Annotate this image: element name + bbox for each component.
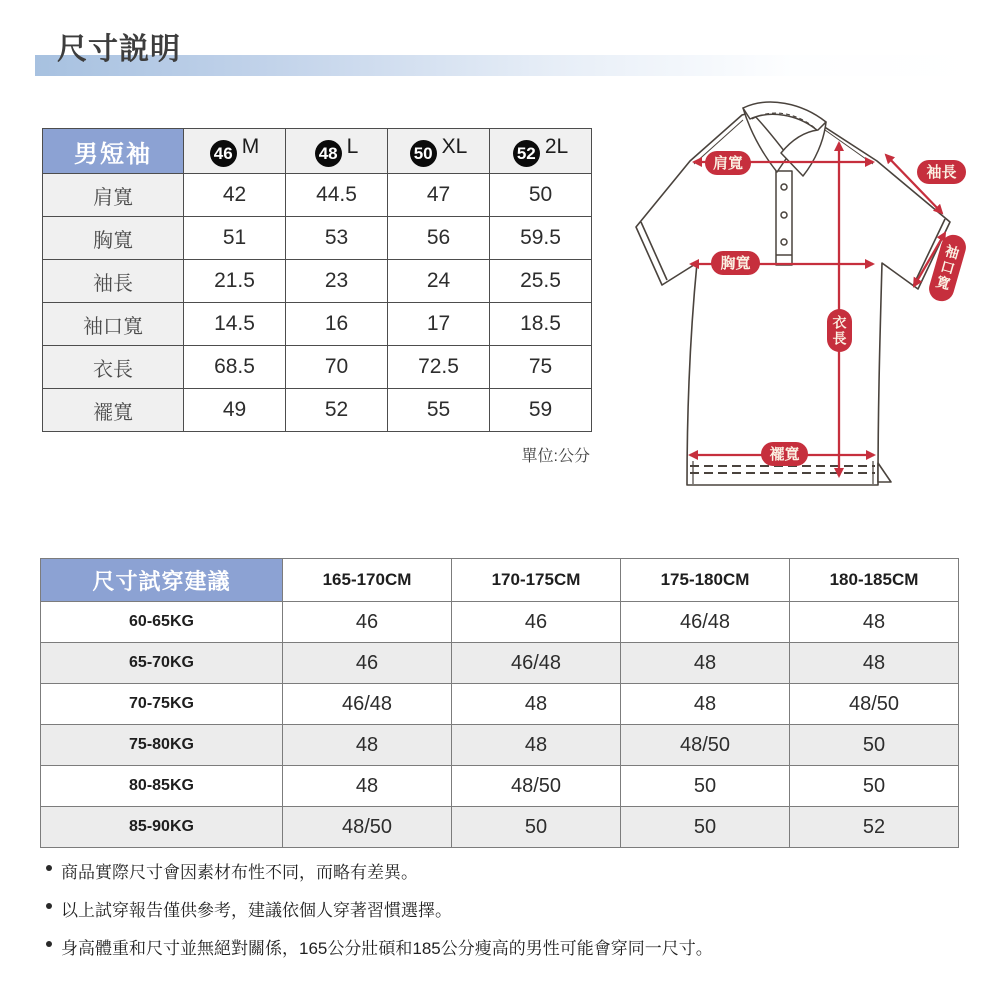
- weight-label-cell: 75-80KG: [41, 725, 283, 766]
- shoulder-width-label: 肩寬: [705, 151, 751, 175]
- bullet-icon: [46, 941, 52, 947]
- weight-label-cell: 80-85KG: [41, 766, 283, 807]
- size-value-cell: 52: [286, 389, 388, 432]
- size-value-cell: 17: [388, 303, 490, 346]
- size-value-cell: 53: [286, 217, 388, 260]
- table-row-85-90: [41, 807, 959, 848]
- size-value-cell: 50: [490, 174, 592, 217]
- fit-value-cell: 50: [621, 807, 790, 848]
- size-letter-m: M: [241, 135, 260, 158]
- size-value-cell: 47: [388, 174, 490, 217]
- note-item: [46, 858, 976, 883]
- fit-value-cell: 48: [790, 643, 959, 684]
- weight-label-cell: 65-70KG: [41, 643, 283, 684]
- table-row-80-85: [41, 766, 959, 807]
- height-col-header: 175-180CM: [621, 559, 790, 602]
- note-item: [46, 896, 976, 921]
- size-value-cell: 42: [184, 174, 286, 217]
- weight-label-cell: 60-65KG: [41, 602, 283, 643]
- unit-note: 單位:公分: [521, 448, 590, 465]
- fit-value-cell: 46/48: [452, 643, 621, 684]
- fit-value-cell: 46: [452, 602, 621, 643]
- table-row-65-70: [41, 643, 959, 684]
- size-badge-46: 46: [210, 140, 237, 167]
- cuff-width-label: 袖口寬: [926, 232, 969, 304]
- fit-value-cell: 50: [790, 725, 959, 766]
- polo-shirt-illustration: [630, 95, 975, 495]
- table-row-chest: [43, 217, 592, 260]
- size-badge-52: 52: [513, 140, 540, 167]
- table-row-hem: [43, 389, 592, 432]
- sleeve-length-label: 袖長: [917, 160, 966, 184]
- fit-value-cell: 48: [452, 684, 621, 725]
- size-letter-l: L: [346, 135, 359, 158]
- height-col-header: 165-170CM: [283, 559, 452, 602]
- fit-value-cell: 46: [283, 602, 452, 643]
- row-label-cell: 衣長: [43, 346, 184, 389]
- fit-value-cell: 50: [790, 766, 959, 807]
- height-col-header: 170-175CM: [452, 559, 621, 602]
- fit-table-header-row: [41, 559, 959, 602]
- note-text: 商品實際尺寸會因素材布性不同，而略有差異。: [61, 863, 418, 882]
- size-col-header-m: [184, 129, 286, 174]
- fit-value-cell: 48: [621, 684, 790, 725]
- row-label-cell: 袖口寬: [43, 303, 184, 346]
- table-row-75-80: [41, 725, 959, 766]
- size-value-cell: 16: [286, 303, 388, 346]
- length-label: 衣長: [827, 309, 852, 352]
- size-letter-2l: 2L: [544, 135, 569, 158]
- fit-suggestion-table: [40, 558, 959, 848]
- size-value-cell: 59.5: [490, 217, 592, 260]
- size-value-cell: 59: [490, 389, 592, 432]
- note-text: 以上試穿報告僅供參考，建議依個人穿著習慣選擇。: [61, 901, 452, 920]
- fit-value-cell: 48: [790, 602, 959, 643]
- size-value-cell: 14.5: [184, 303, 286, 346]
- size-value-cell: 70: [286, 346, 388, 389]
- size-col-header-2l: [490, 129, 592, 174]
- shirt-outline: [636, 111, 950, 485]
- table-row-length: [43, 346, 592, 389]
- size-value-cell: 56: [388, 217, 490, 260]
- fit-value-cell: 48: [452, 725, 621, 766]
- size-table-header-row: [43, 129, 592, 174]
- table-row-60-65: [41, 602, 959, 643]
- fit-value-cell: 48/50: [790, 684, 959, 725]
- fit-value-cell: 50: [621, 766, 790, 807]
- measurement-diagram: [630, 95, 975, 495]
- fit-table-corner: 尺寸試穿建議: [41, 559, 283, 602]
- fit-value-cell: 48/50: [621, 725, 790, 766]
- size-value-cell: 55: [388, 389, 490, 432]
- size-value-cell: 49: [184, 389, 286, 432]
- page-title: 尺寸説明: [57, 33, 181, 66]
- weight-label-cell: 70-75KG: [41, 684, 283, 725]
- fit-value-cell: 50: [452, 807, 621, 848]
- table-row-sleeve: [43, 260, 592, 303]
- fit-value-cell: 48/50: [283, 807, 452, 848]
- size-value-cell: 23: [286, 260, 388, 303]
- height-col-header: 180-185CM: [790, 559, 959, 602]
- size-value-cell: 21.5: [184, 260, 286, 303]
- size-value-cell: 68.5: [184, 346, 286, 389]
- size-value-cell: 24: [388, 260, 490, 303]
- fit-value-cell: 48: [283, 725, 452, 766]
- row-label-cell: 襬寬: [43, 389, 184, 432]
- note-item: [46, 934, 976, 959]
- fit-value-cell: 48: [283, 766, 452, 807]
- row-label-cell: 胸寬: [43, 217, 184, 260]
- row-label-cell: 肩寬: [43, 174, 184, 217]
- weight-label-cell: 85-90KG: [41, 807, 283, 848]
- table-row-shoulder: [43, 174, 592, 217]
- fit-value-cell: 46/48: [283, 684, 452, 725]
- size-value-cell: 25.5: [490, 260, 592, 303]
- note-text: 身高體重和尺寸並無絕對關係，165公分壯碩和185公分瘦高的男性可能會穿同一尺寸。: [61, 939, 713, 958]
- fit-value-cell: 48/50: [452, 766, 621, 807]
- bullet-icon: [46, 865, 52, 871]
- size-badge-48: 48: [315, 140, 342, 167]
- fit-value-cell: 46/48: [621, 602, 790, 643]
- size-col-header-l: [286, 129, 388, 174]
- fit-value-cell: 52: [790, 807, 959, 848]
- fit-value-cell: 48: [621, 643, 790, 684]
- hem-width-label: 襬寬: [761, 442, 808, 466]
- fit-value-cell: 46: [283, 643, 452, 684]
- size-value-cell: 51: [184, 217, 286, 260]
- table-row-cuff: [43, 303, 592, 346]
- row-label-cell: 袖長: [43, 260, 184, 303]
- size-col-header-xl: [388, 129, 490, 174]
- chest-width-label: 胸寬: [711, 251, 760, 275]
- size-badge-50: 50: [410, 140, 437, 167]
- size-value-cell: 75: [490, 346, 592, 389]
- size-value-cell: 44.5: [286, 174, 388, 217]
- size-value-cell: 18.5: [490, 303, 592, 346]
- size-value-cell: 72.5: [388, 346, 490, 389]
- bullet-icon: [46, 903, 52, 909]
- footer-notes: [46, 858, 976, 972]
- size-table-corner: 男短袖: [43, 129, 184, 174]
- size-table: [42, 128, 592, 432]
- size-letter-xl: XL: [441, 135, 468, 158]
- table-row-70-75: [41, 684, 959, 725]
